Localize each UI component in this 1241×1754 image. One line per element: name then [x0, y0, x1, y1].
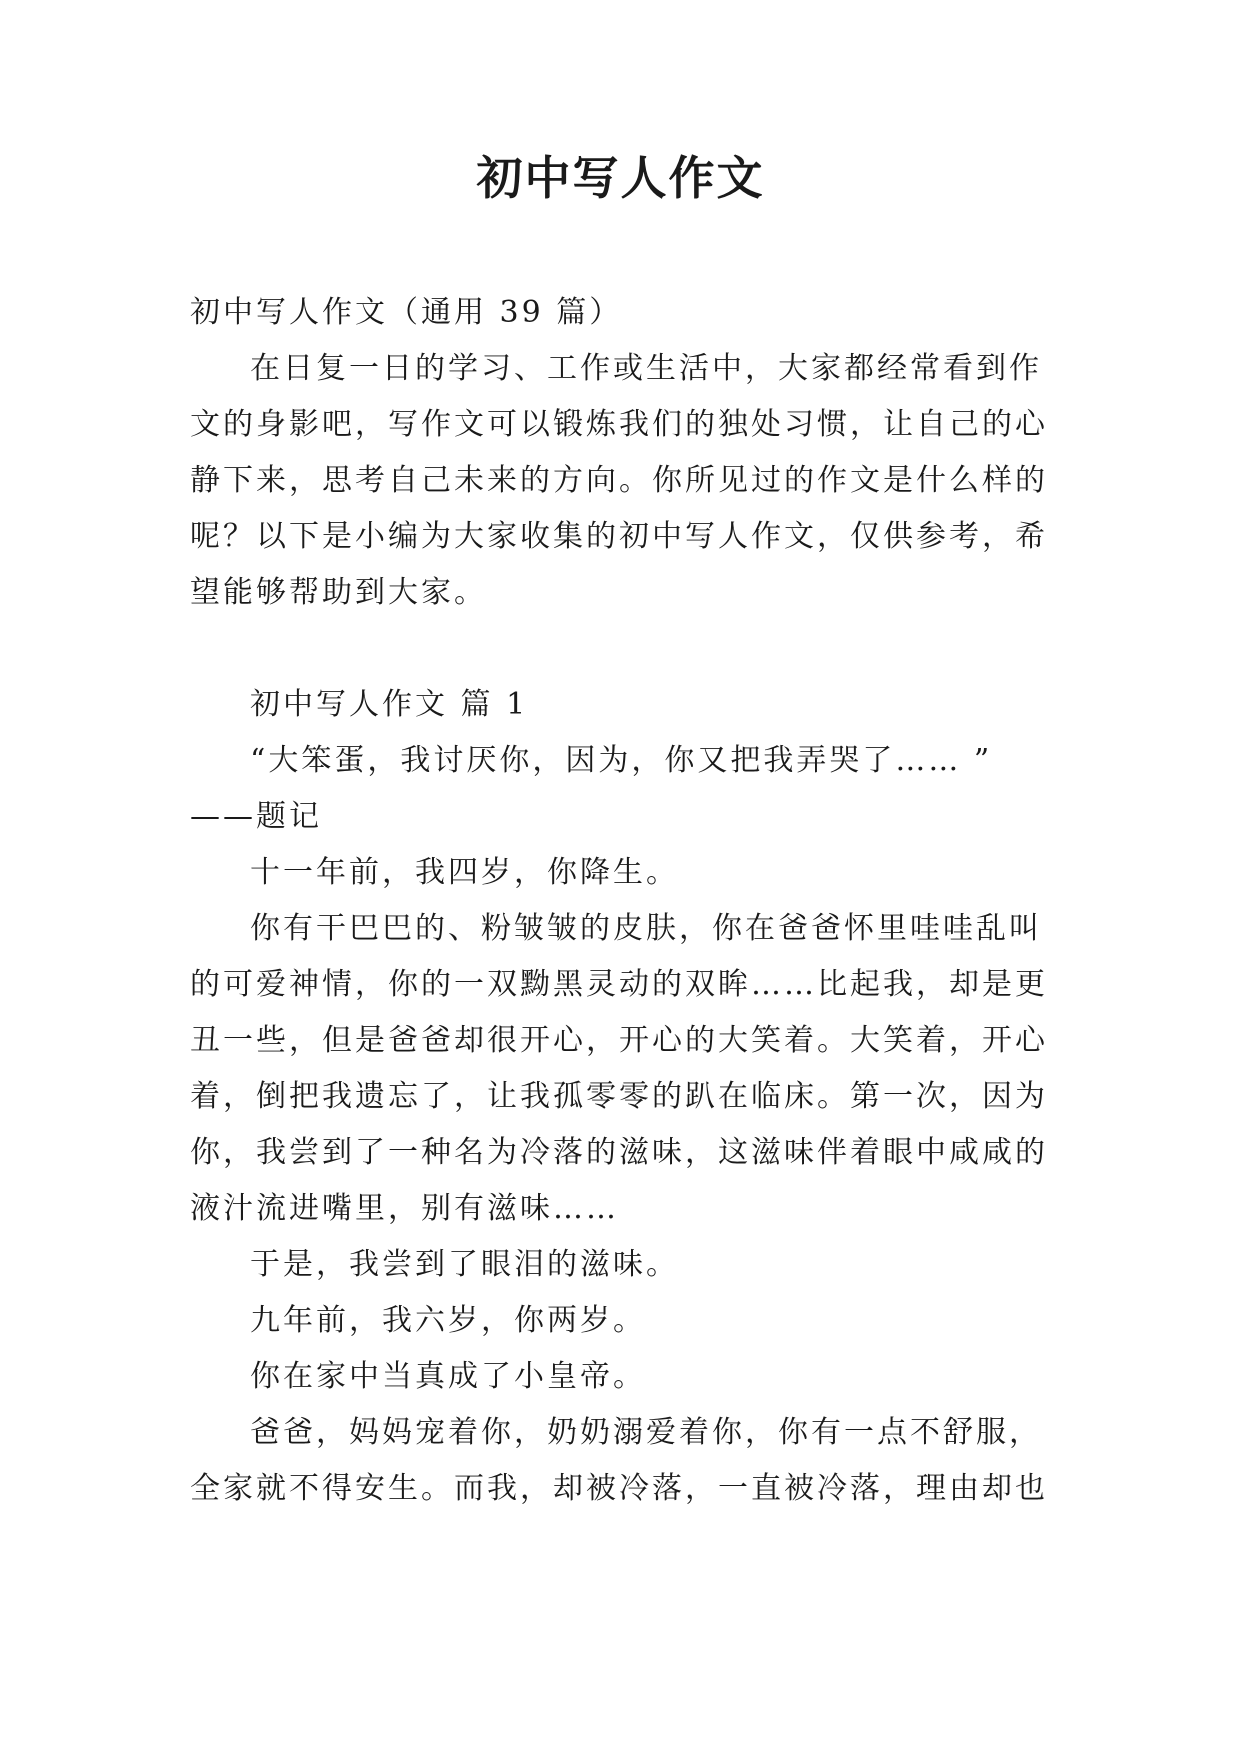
intro-paragraph: 在日复一日的学习、工作或生活中，大家都经常看到作文的身影吧，写作文可以锻炼我们的独处习惯，让自己的心静下来，思考自己未来的方向。你所见过的作文是什么样的呢？以下是小编为大家收集的初中写人作文，仅供参考，希望能够帮助到大家。 [190, 351, 1048, 610]
document-body [190, 285, 1050, 1517]
body-paragraph: 九年前，我六岁，你两岁。 [250, 1303, 646, 1338]
body-paragraph: 爸爸，妈妈宠着你，奶奶溺爱着你，你有一点不舒服，全家就不得安生。而我，却被冷落，一直被冷落，理由却也 [190, 1415, 1048, 1506]
section-heading: 初中写人作文 篇 1 [250, 687, 529, 722]
document-title: 初中写人作文 [476, 151, 765, 205]
body-paragraph: 十一年前，我四岁，你降生。 [250, 855, 679, 890]
body-paragraph: 于是，我尝到了眼泪的滋味。 [250, 1247, 679, 1282]
body-paragraph: 你在家中当真成了小皇帝。 [250, 1359, 646, 1394]
body-paragraph: 你有干巴巴的、粉皱皱的皮肤，你在爸爸怀里哇哇乱叫的可爱神情，你的一双黝黑灵动的双眸……比起我，却是更丑一些，但是爸爸却很开心，开心的大笑着。大笑着，开心着，倒把我遗忘了，让我孤零零的趴在临床。第一次，因为你，我尝到了一种名为冷落的滋味，这滋味伴着眼中咸咸的液汁流进嘴里，别有滋味…… [190, 911, 1048, 1226]
document-subtitle: 初中写人作文（通用 39 篇） [190, 295, 623, 330]
epigraph-attribution: ——题记 [190, 799, 322, 834]
epigraph: “大笨蛋，我讨厌你，因为，你又把我弄哭了…… ” [250, 743, 993, 778]
